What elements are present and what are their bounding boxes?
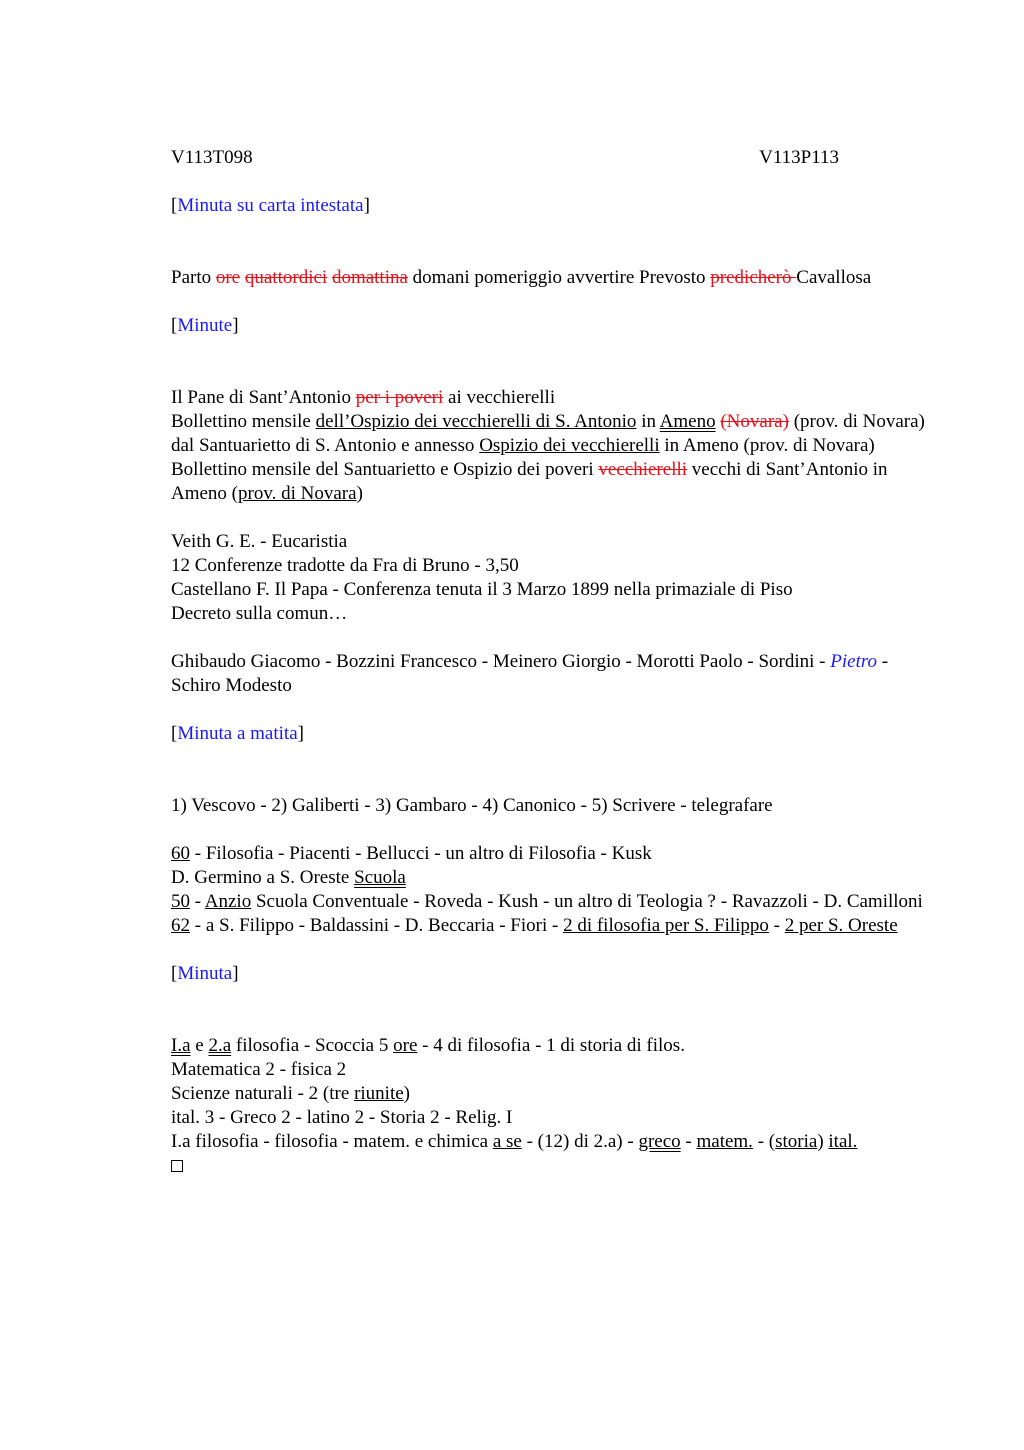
- underlined-text: ital.: [828, 1131, 858, 1152]
- document-header: [171, 146, 839, 170]
- checkbox-square-icon: [171, 1160, 183, 1172]
- double-underlined-text: I.a: [171, 1035, 191, 1056]
- text-line: Matematica 2 - fisica 2: [171, 1059, 347, 1080]
- section-label: Minuta a matita: [177, 723, 298, 744]
- text-line: I.a filosofia - filosofia - matem. e chimica a se - (12) di 2.a) - greco - matem. - (storia) ital.: [171, 1131, 858, 1152]
- pencil-paragraph: [171, 842, 931, 938]
- underlined-text: Anzio: [204, 891, 252, 912]
- double-underlined-text: 2.a: [208, 1035, 232, 1056]
- italic-name: Pietro: [830, 651, 878, 672]
- right-code: V113P113: [759, 147, 839, 168]
- underlined-text: ore: [393, 1035, 418, 1056]
- deleted-text: domattina: [331, 267, 408, 288]
- text-line: Decreto sulla comun…: [171, 603, 348, 624]
- double-underlined-text: greco: [638, 1131, 681, 1152]
- text-line: I.a e 2.a filosofia - Scoccia 5 ore - 4 di filosofia - 1 di storia di filos.: [171, 1035, 685, 1056]
- section-heading-2: [Minute]: [171, 315, 239, 336]
- deleted-text: (Novara): [720, 411, 789, 432]
- text-line: Bollettino mensile del Santuarietto e Ospizio dei poveri vecchierelli vecchi di Sant’Antonio in Ameno (prov. di Novara): [171, 459, 888, 504]
- section-heading-3: [Minuta a matita]: [171, 723, 304, 744]
- text-line: ital. 3 - Greco 2 - latino 2 - Storia 2 - Relig. I: [171, 1107, 513, 1128]
- underlined-text: 50: [171, 891, 190, 912]
- document-page: [171, 146, 931, 1178]
- deleted-text: per i poveri: [355, 387, 444, 408]
- text-line: [171, 1154, 931, 1178]
- text-line: Il Pane di Sant’Antonio per i poveri ai vecchierelli: [171, 387, 556, 408]
- text-line: D. Germino a S. Oreste Scuola: [171, 867, 406, 888]
- deleted-text: predicherò: [710, 267, 797, 288]
- text-line: Scienze naturali - 2 (tre riunite): [171, 1083, 410, 1104]
- telegram-paragraph: Parto ore quattordici domattina domani pomeriggio avvertire Prevosto predicherò Cavallosa: [171, 267, 872, 288]
- names-paragraph: Ghibaudo Giacomo - Bozzini Francesco - Meinero Giorgio - Morotti Paolo - Sordini - Pietro - Schiro Modesto: [171, 651, 889, 696]
- text-line: dal Santuarietto di S. Antonio e annesso Ospizio dei vecchierelli in Ameno (prov. di Novara): [171, 435, 875, 456]
- section-label: Minute: [177, 315, 233, 336]
- underlined-text: 62: [171, 915, 190, 936]
- left-code: V113T098: [171, 147, 253, 168]
- underlined-text: 60: [171, 843, 190, 864]
- underlined-text: riunite: [354, 1083, 404, 1104]
- underlined-text: Ospizio dei vecchierelli: [479, 435, 660, 456]
- double-underlined-text: Ameno: [659, 411, 716, 432]
- text-line: 60 - Filosofia - Piacenti - Bellucci - un altro di Filosofia - Kusk: [171, 843, 652, 864]
- deleted-text: quattordici: [244, 267, 328, 288]
- section-heading-4: [Minuta]: [171, 963, 239, 984]
- double-underlined-text: Scuola: [354, 867, 406, 888]
- text-line: 12 Conferenze tradotte da Fra di Bruno - 3,50: [171, 555, 519, 576]
- books-paragraph: [171, 530, 931, 626]
- underlined-text: prov. di Novara: [238, 483, 357, 504]
- deleted-text: ore: [215, 267, 241, 288]
- section-label: Minuta su carta intestata: [177, 195, 364, 216]
- deleted-text: vecchierelli: [598, 459, 688, 480]
- text-line: Bollettino mensile dell’Ospizio dei vecchierelli di S. Antonio in Ameno (Novara) (prov. di Novara): [171, 411, 925, 432]
- text-line: 62 - a S. Filippo - Baldassini - D. Beccaria - Fiori - 2 di filosofia per S. Filippo - 2 per S. Oreste: [171, 915, 898, 936]
- underlined-text: dell’Ospizio dei vecchierelli di S. Antonio: [315, 411, 637, 432]
- section-label: Minuta: [177, 963, 233, 984]
- underlined-text: 2 di filosofia per S. Filippo: [563, 915, 769, 936]
- text-line: Castellano F. Il Papa - Conferenza tenuta il 3 Marzo 1899 nella primaziale di Piso: [171, 579, 793, 600]
- section-heading-1: [Minuta su carta intestata]: [171, 195, 370, 216]
- underlined-text: 2 per S. Oreste: [784, 915, 898, 936]
- schedule-paragraph: [171, 1034, 931, 1178]
- underlined-text: matem.: [696, 1131, 753, 1152]
- pencil-line-1: 1) Vescovo - 2) Galiberti - 3) Gambaro - 4) Canonico - 5) Scrivere - telegrafare: [171, 795, 773, 816]
- pane-paragraph: [171, 386, 931, 506]
- underlined-text: storia: [775, 1131, 818, 1152]
- underlined-text: a se: [492, 1131, 522, 1152]
- text-line: 50 - Anzio Scuola Conventuale - Roveda - Kush - un altro di Teologia ? - Ravazzoli - D. Camilloni: [171, 891, 923, 912]
- text-line: Veith G. E. - Eucaristia: [171, 531, 348, 552]
